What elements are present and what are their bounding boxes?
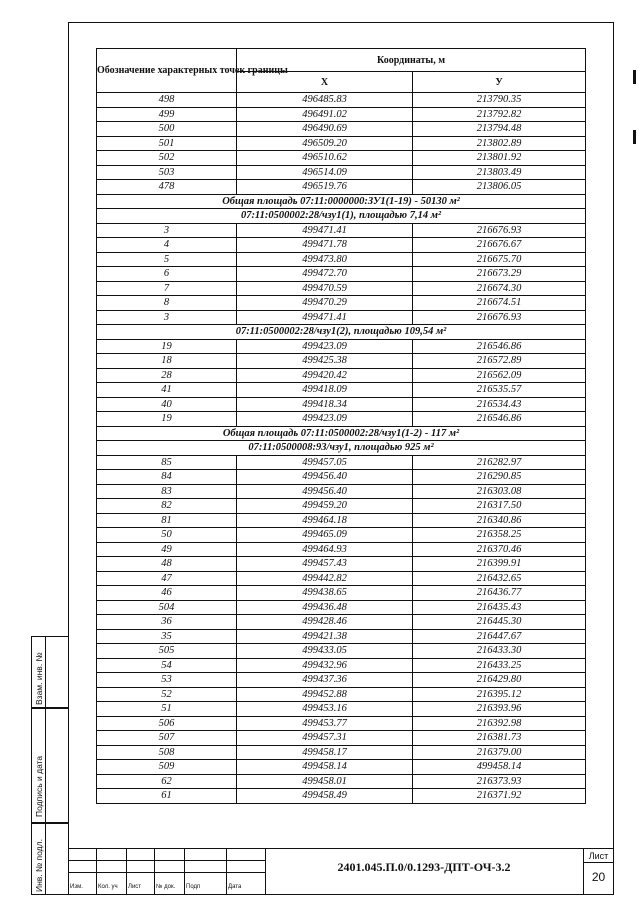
x-coordinate-cell: 499442.82 (237, 571, 413, 586)
stamp-column-label: Подп (186, 884, 201, 890)
table-row (97, 180, 586, 195)
table-row (97, 745, 586, 760)
section-header-row (97, 441, 586, 456)
y-coordinate-cell: 216393.96 (413, 702, 586, 717)
point-number-cell: 36 (97, 615, 237, 630)
point-number-cell: 54 (97, 658, 237, 673)
x-coordinate-cell: 499453.16 (237, 702, 413, 717)
point-number-cell: 28 (97, 368, 237, 383)
point-number-cell: 47 (97, 571, 237, 586)
x-coordinate-cell: 499471.78 (237, 238, 413, 253)
stamp-column-label: № док. (156, 884, 176, 890)
y-coordinate-cell: 216381.73 (413, 731, 586, 746)
point-number-cell: 502 (97, 151, 237, 166)
table-row (97, 368, 586, 383)
x-coordinate-cell: 499472.70 (237, 267, 413, 282)
point-number-cell: 499 (97, 107, 237, 122)
table-row (97, 223, 586, 238)
table-row (97, 600, 586, 615)
x-coordinate-cell: 496490.69 (237, 122, 413, 137)
point-number-cell: 82 (97, 499, 237, 514)
x-coordinate-cell: 499423.09 (237, 339, 413, 354)
point-number-cell: 498 (97, 93, 237, 108)
table-row (97, 542, 586, 557)
y-coordinate-cell: 216433.25 (413, 658, 586, 673)
point-number-cell: 7 (97, 281, 237, 296)
y-coordinate-cell: 216534.43 (413, 397, 586, 412)
point-number-cell: 51 (97, 702, 237, 717)
point-number-cell: 505 (97, 644, 237, 659)
table-row (97, 513, 586, 528)
point-number-cell: 40 (97, 397, 237, 412)
point-number-cell: 46 (97, 586, 237, 601)
x-coordinate-cell: 499458.17 (237, 745, 413, 760)
table-row (97, 687, 586, 702)
sidebar-cell-replace (31, 636, 68, 708)
y-coordinate-cell: 213794.48 (413, 122, 586, 137)
point-number-cell: 84 (97, 470, 237, 485)
sidebar-label-inventory: Инв. № подл. (34, 839, 44, 892)
section-title: 07:11:0500008:93/чзу1, площадью 925 м² (97, 441, 586, 456)
section-title: 07:11:0500002:28/чзу1(2), площадью 109,54 м² (97, 325, 586, 340)
point-number-cell: 5 (97, 252, 237, 267)
x-coordinate-cell: 499456.40 (237, 470, 413, 485)
point-number-cell: 500 (97, 122, 237, 137)
y-coordinate-cell: 216282.97 (413, 455, 586, 470)
point-number-cell: 503 (97, 165, 237, 180)
point-number-cell: 504 (97, 600, 237, 615)
table-row (97, 789, 586, 804)
section-header-row (97, 325, 586, 340)
edge-mark (633, 130, 636, 144)
y-coordinate-cell: 216435.43 (413, 600, 586, 615)
table-row (97, 731, 586, 746)
point-number-cell: 35 (97, 629, 237, 644)
y-coordinate-cell: 216674.30 (413, 281, 586, 296)
table-row (97, 107, 586, 122)
y-coordinate-cell: 216290.85 (413, 470, 586, 485)
total-area-row (97, 194, 586, 209)
table-row (97, 136, 586, 151)
y-coordinate-cell: 216674.51 (413, 296, 586, 311)
x-coordinate-cell: 499438.65 (237, 586, 413, 601)
table-row (97, 412, 586, 427)
table-row (97, 629, 586, 644)
point-number-cell: 508 (97, 745, 237, 760)
y-coordinate-cell: 216358.25 (413, 528, 586, 543)
x-coordinate-cell: 499473.80 (237, 252, 413, 267)
table-row (97, 339, 586, 354)
x-coordinate-cell: 496491.02 (237, 107, 413, 122)
point-number-cell: 6 (97, 267, 237, 282)
y-coordinate-cell: 216675.70 (413, 252, 586, 267)
point-number-cell: 501 (97, 136, 237, 151)
table-row (97, 571, 586, 586)
x-coordinate-cell: 499458.49 (237, 789, 413, 804)
y-coordinate-cell: 216436.77 (413, 586, 586, 601)
left-stamp (31, 636, 68, 895)
x-coordinate-cell: 499458.01 (237, 774, 413, 789)
x-coordinate-cell: 499464.93 (237, 542, 413, 557)
table-body (97, 93, 586, 804)
x-coordinate-cell: 499423.09 (237, 412, 413, 427)
point-number-cell: 19 (97, 412, 237, 427)
table-row (97, 557, 586, 572)
table-row (97, 673, 586, 688)
table-row (97, 716, 586, 731)
y-coordinate-cell: 216399.91 (413, 557, 586, 572)
y-coordinate-cell: 216445.30 (413, 615, 586, 630)
y-coordinate-cell: 216673.29 (413, 267, 586, 282)
table-row (97, 644, 586, 659)
y-coordinate-cell: 213801.92 (413, 151, 586, 166)
y-coordinate-cell: 499458.14 (413, 760, 586, 775)
stamp-column-label: Изм. (70, 884, 83, 890)
title-block (68, 848, 614, 895)
x-coordinate-cell: 499471.41 (237, 223, 413, 238)
y-coordinate-cell: 216340.86 (413, 513, 586, 528)
y-coordinate-cell: 216303.08 (413, 484, 586, 499)
x-coordinate-cell: 499457.43 (237, 557, 413, 572)
point-number-cell: 83 (97, 484, 237, 499)
x-coordinate-cell: 499428.46 (237, 615, 413, 630)
x-coordinate-cell: 496519.76 (237, 180, 413, 195)
x-coordinate-cell: 499437.36 (237, 673, 413, 688)
table-row (97, 774, 586, 789)
table-row (97, 484, 586, 499)
y-coordinate-cell: 216432.65 (413, 571, 586, 586)
table-row (97, 238, 586, 253)
table-row (97, 252, 586, 267)
x-coordinate-cell: 496485.83 (237, 93, 413, 108)
point-number-cell: 478 (97, 180, 237, 195)
point-number-cell: 507 (97, 731, 237, 746)
x-coordinate-cell: 499464.18 (237, 513, 413, 528)
x-coordinate-cell: 499433.05 (237, 644, 413, 659)
point-number-cell: 62 (97, 774, 237, 789)
x-coordinate-cell: 499459.20 (237, 499, 413, 514)
y-coordinate-cell: 216447.67 (413, 629, 586, 644)
point-number-cell: 18 (97, 354, 237, 369)
total-area-text: Общая площадь 07:11:0000000:ЗУ1(1-19) - 50130 м² (97, 194, 586, 209)
header-y: У (413, 72, 586, 93)
point-number-cell: 50 (97, 528, 237, 543)
table-row (97, 165, 586, 180)
table-row (97, 470, 586, 485)
x-coordinate-cell: 496509.20 (237, 136, 413, 151)
y-coordinate-cell: 213806.05 (413, 180, 586, 195)
x-coordinate-cell: 499452.88 (237, 687, 413, 702)
x-coordinate-cell: 499420.42 (237, 368, 413, 383)
point-number-cell: 49 (97, 542, 237, 557)
table-row (97, 658, 586, 673)
table-row (97, 702, 586, 717)
y-coordinate-cell: 216395.12 (413, 687, 586, 702)
x-coordinate-cell: 499425.38 (237, 354, 413, 369)
sidebar-cell-inventory (31, 823, 68, 895)
coordinates-table (96, 48, 586, 804)
y-coordinate-cell: 216433.30 (413, 644, 586, 659)
stamp-column-label: Кол. уч (98, 884, 118, 890)
point-number-cell: 509 (97, 760, 237, 775)
document-number: 2401.045.П.0/0.1293-ДПТ-ОЧ-3.2 (337, 860, 511, 874)
point-number-cell: 81 (97, 513, 237, 528)
section-title: 07:11:0500002:28/чзу1(1), площадью 7,14 м² (97, 209, 586, 224)
x-coordinate-cell: 499458.14 (237, 760, 413, 775)
x-coordinate-cell: 499453.77 (237, 716, 413, 731)
header-coordinates: Координаты, м (237, 49, 586, 72)
table-row (97, 499, 586, 514)
header-x: Х (237, 72, 413, 93)
table-row (97, 586, 586, 601)
y-coordinate-cell: 216562.09 (413, 368, 586, 383)
point-number-cell: 3 (97, 223, 237, 238)
y-coordinate-cell: 213792.82 (413, 107, 586, 122)
sheet-label: Лист (588, 851, 609, 861)
point-number-cell: 53 (97, 673, 237, 688)
table-row (97, 93, 586, 108)
y-coordinate-cell: 213790.35 (413, 93, 586, 108)
x-coordinate-cell: 499421.38 (237, 629, 413, 644)
stamp-column-label: Лист (128, 884, 142, 890)
section-header-row (97, 209, 586, 224)
table-row (97, 397, 586, 412)
y-coordinate-cell: 216370.46 (413, 542, 586, 557)
point-number-cell: 61 (97, 789, 237, 804)
point-number-cell: 85 (97, 455, 237, 470)
x-coordinate-cell: 499418.09 (237, 383, 413, 398)
point-number-cell: 506 (97, 716, 237, 731)
x-coordinate-cell: 499470.59 (237, 281, 413, 296)
y-coordinate-cell: 216392.98 (413, 716, 586, 731)
y-coordinate-cell: 216379.00 (413, 745, 586, 760)
y-coordinate-cell: 213802.89 (413, 136, 586, 151)
edge-mark (633, 70, 636, 84)
sidebar-label-signature: Подпись и дата (34, 755, 44, 817)
point-number-cell: 4 (97, 238, 237, 253)
x-coordinate-cell: 499471.41 (237, 310, 413, 325)
point-number-cell: 19 (97, 339, 237, 354)
table-row (97, 296, 586, 311)
y-coordinate-cell: 216572.89 (413, 354, 586, 369)
point-number-cell: 52 (97, 687, 237, 702)
point-number-cell: 48 (97, 557, 237, 572)
y-coordinate-cell: 216371.92 (413, 789, 586, 804)
x-coordinate-cell: 499470.29 (237, 296, 413, 311)
point-number-cell: 8 (97, 296, 237, 311)
y-coordinate-cell: 216373.93 (413, 774, 586, 789)
point-number-cell: 41 (97, 383, 237, 398)
x-coordinate-cell: 499418.34 (237, 397, 413, 412)
x-coordinate-cell: 499457.05 (237, 455, 413, 470)
x-coordinate-cell: 499456.40 (237, 484, 413, 499)
table-row (97, 455, 586, 470)
table-row (97, 528, 586, 543)
table-row (97, 354, 586, 369)
x-coordinate-cell: 499432.96 (237, 658, 413, 673)
x-coordinate-cell: 496510.62 (237, 151, 413, 166)
y-coordinate-cell: 216546.86 (413, 339, 586, 354)
table-row (97, 310, 586, 325)
stamp-column-label: Дата (228, 884, 242, 890)
table-row (97, 267, 586, 282)
table-row (97, 122, 586, 137)
y-coordinate-cell: 216535.57 (413, 383, 586, 398)
total-area-row (97, 426, 586, 441)
sidebar-label-replace: Взам. инв. № (34, 652, 44, 705)
table-row (97, 760, 586, 775)
y-coordinate-cell: 216676.93 (413, 310, 586, 325)
table-row (97, 615, 586, 630)
x-coordinate-cell: 496514.09 (237, 165, 413, 180)
sidebar-cell-signature (31, 708, 68, 823)
point-number-cell: 3 (97, 310, 237, 325)
y-coordinate-cell: 216676.93 (413, 223, 586, 238)
y-coordinate-cell: 216546.86 (413, 412, 586, 427)
total-area-text: Общая площадь 07:11:0500002:28/чзу1(1-2) - 117 м² (97, 426, 586, 441)
y-coordinate-cell: 213803.49 (413, 165, 586, 180)
y-coordinate-cell: 216429.80 (413, 673, 586, 688)
y-coordinate-cell: 216317.50 (413, 499, 586, 514)
table-row (97, 281, 586, 296)
table-row (97, 383, 586, 398)
header-point-designation: Обозначение характерных точек границы (97, 49, 237, 93)
x-coordinate-cell: 499465.09 (237, 528, 413, 543)
x-coordinate-cell: 499436.48 (237, 600, 413, 615)
x-coordinate-cell: 499457.31 (237, 731, 413, 746)
y-coordinate-cell: 216676.67 (413, 238, 586, 253)
table-row (97, 151, 586, 166)
sheet-number: 20 (591, 870, 606, 884)
